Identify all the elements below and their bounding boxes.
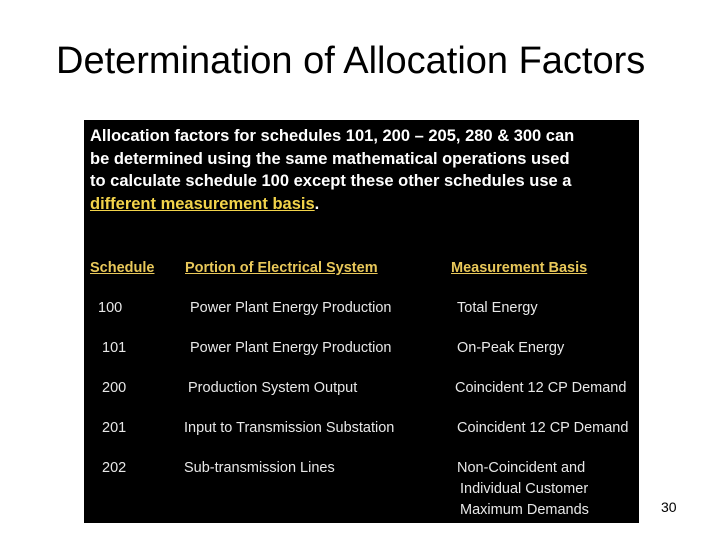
row-basis: Total Energy — [457, 300, 538, 316]
row-basis: Maximum Demands — [460, 502, 589, 518]
content-panel — [84, 120, 639, 523]
row-schedule: 101 — [102, 340, 127, 356]
page-number: 30 — [661, 499, 677, 515]
header-schedule: Schedule — [90, 260, 155, 276]
row-schedule: 200 — [102, 380, 127, 396]
intro-paragraph — [90, 125, 630, 215]
row-portion: Input to Transmission Substation — [184, 420, 395, 436]
slide-title: Determination of Allocation Factors — [56, 40, 646, 82]
row-basis: Coincident 12 CP Demand — [457, 420, 629, 436]
header-basis: Measurement Basis — [451, 260, 588, 276]
row-schedule: 100 — [98, 300, 123, 316]
row-portion: Production System Output — [188, 380, 358, 396]
row-portion: Sub-transmission Lines — [184, 460, 335, 476]
row-basis: Non-Coincident and — [457, 460, 586, 476]
intro-line-2: be determined using the same mathematical operations used — [90, 149, 570, 168]
intro-line-1: Allocation factors for schedules 101, 200 – 205, 280 & 300 can — [90, 127, 575, 145]
intro-line-4 — [90, 193, 630, 216]
row-schedule: 201 — [102, 420, 127, 436]
intro-highlight: different measurement basis — [90, 194, 315, 213]
row-schedule: 202 — [102, 460, 127, 476]
row-portion: Power Plant Energy Production — [190, 300, 392, 316]
header-portion: Portion of Electrical System — [185, 260, 378, 276]
intro-suffix: . — [314, 194, 320, 213]
intro-line-3: to calculate schedule 100 except these other schedules use a — [90, 172, 572, 190]
row-basis: Coincident 12 CP Demand — [455, 380, 627, 396]
row-basis: Individual Customer — [460, 481, 589, 497]
row-basis: On-Peak Energy — [457, 340, 565, 356]
row-portion: Power Plant Energy Production — [190, 340, 392, 356]
